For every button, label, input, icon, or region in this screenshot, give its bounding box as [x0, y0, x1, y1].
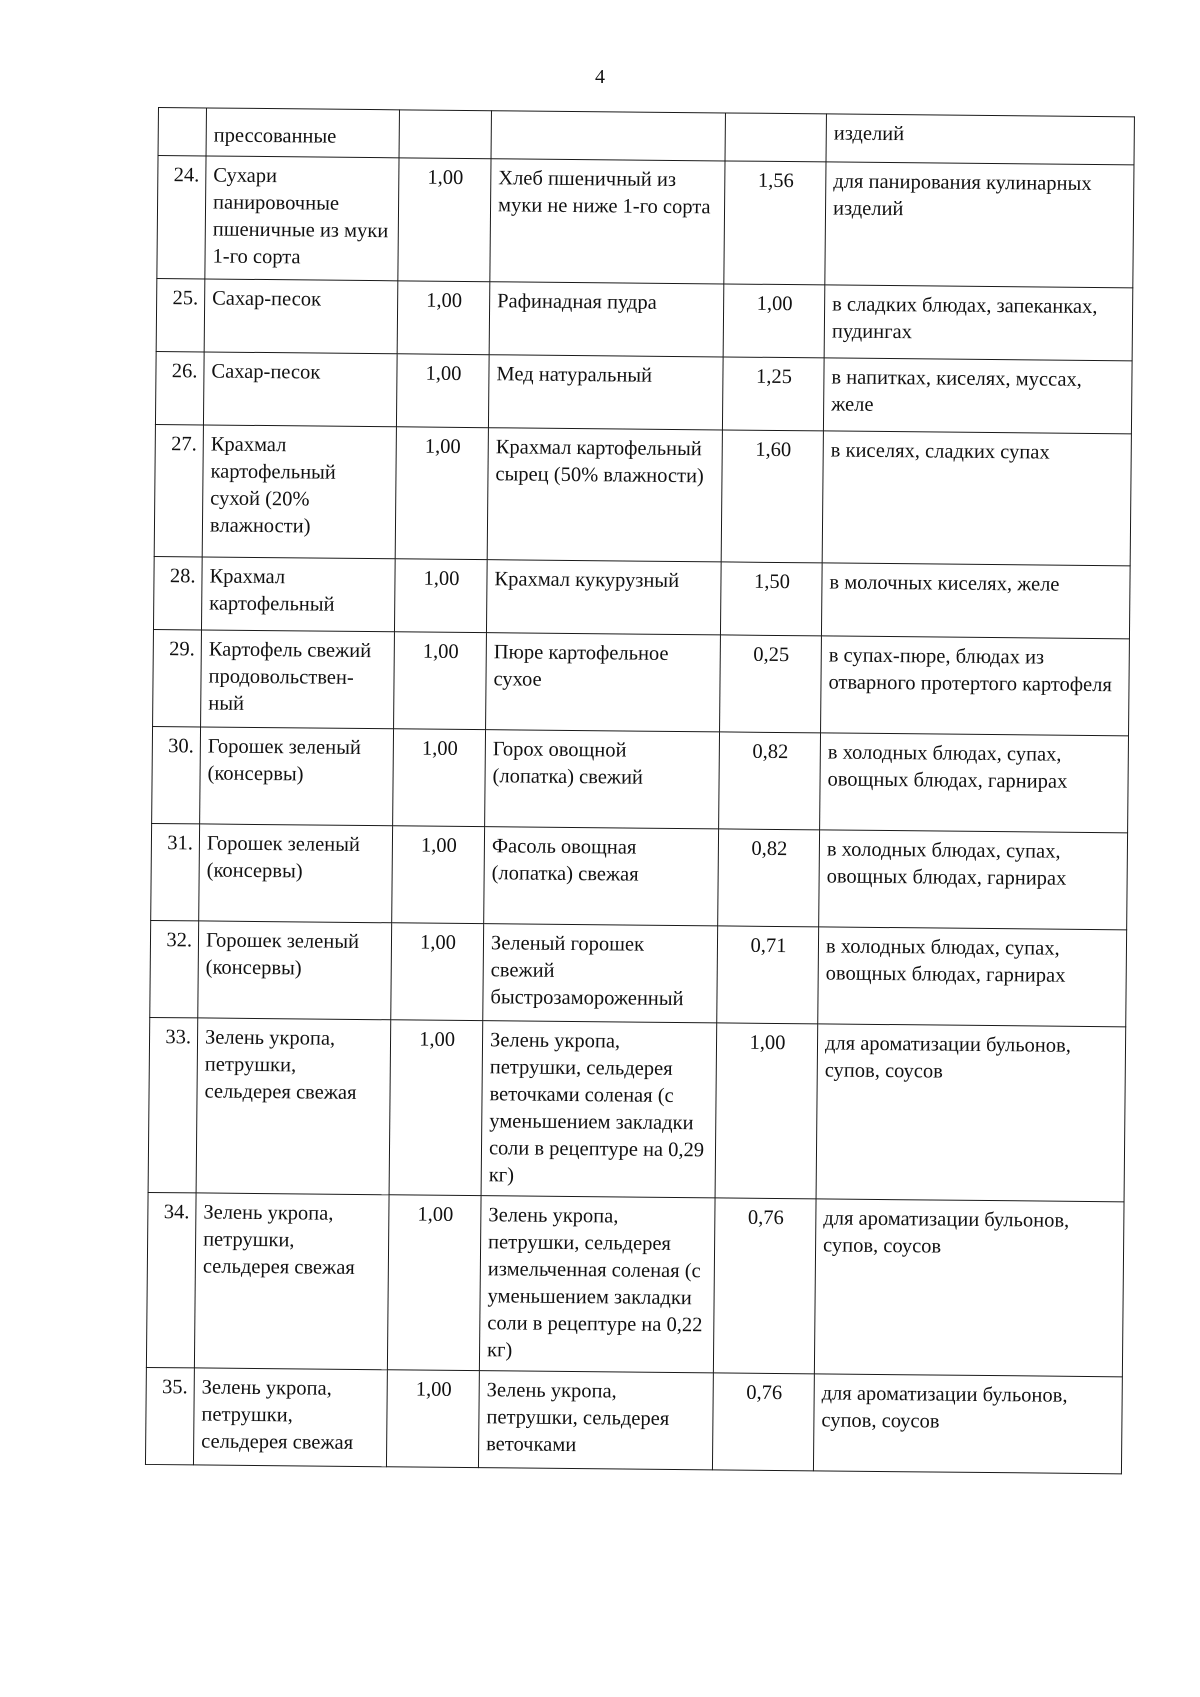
cell-product: Картофель свежий продовольствен-ный: [201, 630, 395, 729]
cell-number: 28.: [153, 556, 202, 629]
cell-usage: для панирования кулинарных изделий: [825, 162, 1134, 288]
cell-coef-substitute: 0,25: [720, 635, 822, 733]
cell-substitute: Зелень укропа, петрушки, сельдерея веточками: [478, 1371, 713, 1470]
cell-product: Горошек зеленый (консервы): [199, 824, 393, 923]
cell-substitute: Хлеб пшеничный из муки не ниже 1-го сорта: [490, 159, 725, 284]
cell-usage: изделий: [826, 114, 1134, 165]
cell-substitute: Зеленый горошек свежий быстрозамороженный: [483, 924, 718, 1023]
cell-coef-product: 1,00: [389, 1020, 483, 1196]
cell-product: прессованные: [206, 108, 399, 158]
cell-number: 33.: [148, 1017, 198, 1192]
cell-substitute: [491, 111, 725, 161]
table-row: [145, 1367, 1122, 1473]
table-row: [148, 1017, 1126, 1201]
cell-substitute: Мед натуральный: [488, 355, 723, 430]
cell-coef-product: 1,00: [394, 559, 487, 633]
table-row: [154, 424, 1131, 565]
cell-product: Сахар-песок: [204, 279, 398, 354]
cell-usage: для ароматизации бульонов, супов, соусов: [816, 1024, 1126, 1202]
cell-coef-substitute: 1,50: [720, 562, 822, 636]
cell-substitute: Крахмал картофельный сырец (50% влажности): [487, 428, 722, 562]
cell-coef-product: 1,00: [397, 281, 490, 355]
cell-usage: в напитках, киселях, муссах, желе: [823, 358, 1132, 434]
cell-coef-substitute: 0,71: [717, 926, 819, 1024]
cell-coef-product: 1,00: [393, 729, 486, 827]
cell-coef-product: 1,00: [387, 1195, 481, 1371]
cell-usage: в киселях, сладких супах: [822, 431, 1131, 566]
cell-coef-substitute: 1,25: [722, 357, 824, 431]
table-row: [153, 556, 1130, 638]
cell-usage: для ароматизации бульонов, супов, соусов: [814, 1199, 1124, 1377]
table-row: [156, 278, 1133, 360]
cell-product: Зелень укропа, петрушки, сельдерея свежая: [196, 1018, 391, 1195]
cell-number: 27.: [154, 424, 203, 556]
table-row: [152, 726, 1129, 832]
table-row: [155, 351, 1132, 433]
cell-usage: в супах-пюре, блюдах из отварного протертого картофеля: [821, 636, 1130, 736]
cell-number: 35.: [145, 1367, 194, 1464]
cell-product: Горошек зеленый (консервы): [200, 727, 394, 826]
cell-substitute: Рафинадная пудра: [489, 282, 724, 357]
cell-coef-substitute: 0,76: [712, 1373, 814, 1471]
cell-coef-substitute: 1,00: [723, 284, 825, 358]
cell-usage: в холодных блюдах, супах, овощных блюдах, гарнирах: [818, 927, 1127, 1027]
cell-coef-substitute: 1,00: [715, 1023, 818, 1199]
cell-coef-product: 1,00: [398, 158, 491, 282]
cell-coef-product: 1,00: [391, 923, 484, 1021]
cell-number: [158, 108, 206, 156]
table-row: [151, 823, 1128, 929]
table-body: [145, 108, 1134, 1474]
cell-product: Сухари панировочные пшеничные из муки 1-го сорта: [205, 156, 399, 281]
cell-coef-product: 1,00: [392, 826, 485, 924]
cell-number: 32.: [150, 920, 199, 1017]
cell-number: 31.: [151, 823, 200, 920]
cell-number: 30.: [152, 726, 201, 823]
cell-number: 26.: [155, 351, 204, 424]
cell-coef-product: 1,00: [394, 632, 487, 730]
cell-usage: для ароматизации бульонов, супов, соусов: [813, 1374, 1122, 1474]
cell-usage: в холодных блюдах, супах, овощных блюдах, гарнирах: [819, 830, 1128, 930]
cell-coef-product: 1,00: [386, 1370, 479, 1468]
substitution-table: [145, 107, 1135, 1474]
cell-substitute: Зелень укропа, петрушки, сельдерея веточками соленая (с уменьшением закладки соли в рецептуре на 0,29 кг): [481, 1021, 717, 1198]
cell-number: 34.: [146, 1192, 196, 1367]
table-row: [153, 629, 1130, 735]
cell-product: Крахмал картофельный сухой (20% влажности): [202, 425, 396, 559]
cell-product: Зелень укропа, петрушки, сельдерея свежая: [194, 1193, 389, 1370]
table-row: [157, 156, 1134, 288]
cell-usage: в сладких блюдах, запеканках, пудингах: [824, 285, 1133, 361]
cell-coef-substitute: 0,82: [719, 732, 821, 830]
cell-substitute: Крахмал кукурузный: [486, 560, 721, 635]
cell-coef-product: [399, 110, 491, 159]
cell-product: Сахар-песок: [203, 352, 397, 427]
cell-coef-substitute: 0,76: [713, 1198, 816, 1374]
cell-number: 29.: [153, 629, 202, 726]
cell-usage: в холодных блюдах, супах, овощных блюдах, гарнирах: [820, 733, 1129, 833]
cell-coef-product: 1,00: [396, 354, 489, 428]
cell-coef-substitute: 1,60: [721, 430, 823, 563]
cell-coef-product: 1,00: [395, 427, 488, 560]
cell-substitute: Фасоль овощная (лопатка) свежая: [484, 827, 719, 926]
cell-coef-substitute: 1,56: [724, 161, 826, 285]
cell-coef-substitute: [725, 113, 826, 162]
cell-usage: в молочных киселях, желе: [821, 563, 1130, 639]
cell-substitute: Зелень укропа, петрушки, сельдерея измельченная соленая (с уменьшением закладки соли в рецептуре на 0,22 кг): [479, 1196, 715, 1373]
table-row: [150, 920, 1127, 1026]
cell-product: Крахмал картофельный: [201, 557, 395, 632]
page-number: 4: [595, 66, 605, 88]
cell-substitute: Пюре картофельное сухое: [486, 633, 721, 732]
cell-product: Зелень укропа, петрушки, сельдерея свежая: [193, 1368, 387, 1467]
cell-product: Горошек зеленый (консервы): [198, 921, 392, 1020]
cell-substitute: Горох овощной (лопатка) свежий: [485, 730, 720, 829]
cell-number: 25.: [156, 278, 205, 351]
table-row: [146, 1192, 1124, 1376]
cell-coef-substitute: 0,82: [718, 829, 820, 927]
cell-number: 24.: [157, 156, 206, 279]
